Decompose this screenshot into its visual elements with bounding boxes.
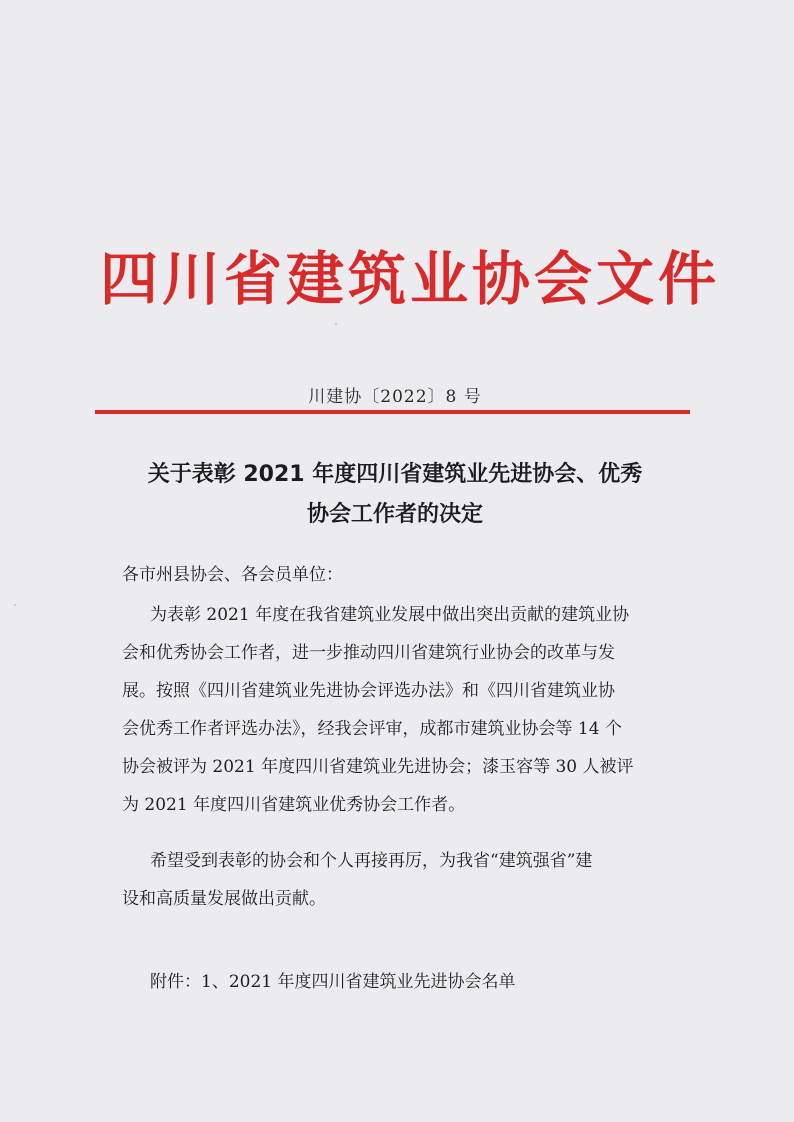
paragraph-1-line-1: 为表彰 2021 年度在我省建筑业发展中做出突出贡献的建筑业协: [150, 605, 630, 625]
paragraph-1-line-3: 展。按照《四川省建筑业先进协会评选办法》和《四川省建筑业协: [122, 681, 615, 701]
document-number: 川建协〔2022〕8 号: [308, 387, 482, 407]
paragraph-2-line-1: 希望受到表彰的协会和个人再接再厉，为我省“建筑强省”建: [150, 851, 593, 871]
salutation: 各市州县协会、各会员单位：: [122, 565, 343, 585]
scan-speck: [335, 323, 337, 325]
attachment-line: 附件：1、2021 年度四川省建筑业先进协会名单: [150, 972, 516, 992]
paragraph-1-line-2: 会和优秀协会工作者，进一步推动四川省建筑行业协会的改革与发: [122, 643, 615, 663]
document-title-line-1: 关于表彰 2021 年度四川省建筑业先进协会、优秀: [147, 462, 643, 487]
paragraph-1-line-4: 会优秀工作者评选办法》，经我会评审，成都市建筑业协会等 14 个: [122, 719, 622, 739]
paragraph-1-line-5: 协会被评为 2021 年度四川省建筑业先进协会；漆玉容等 30 人被评: [122, 757, 634, 777]
paragraph-2-line-2: 设和高质量发展做出贡献。: [122, 889, 326, 909]
paragraph-1-line-6: 为 2021 年度四川省建筑业优秀协会工作者。: [122, 795, 466, 815]
red-separator-line: [95, 410, 690, 414]
document-title-line-2: 协会工作者的决定: [306, 502, 483, 527]
masthead-title: 四川省建筑业协会文件: [100, 245, 721, 313]
scan-speck: [14, 604, 16, 606]
